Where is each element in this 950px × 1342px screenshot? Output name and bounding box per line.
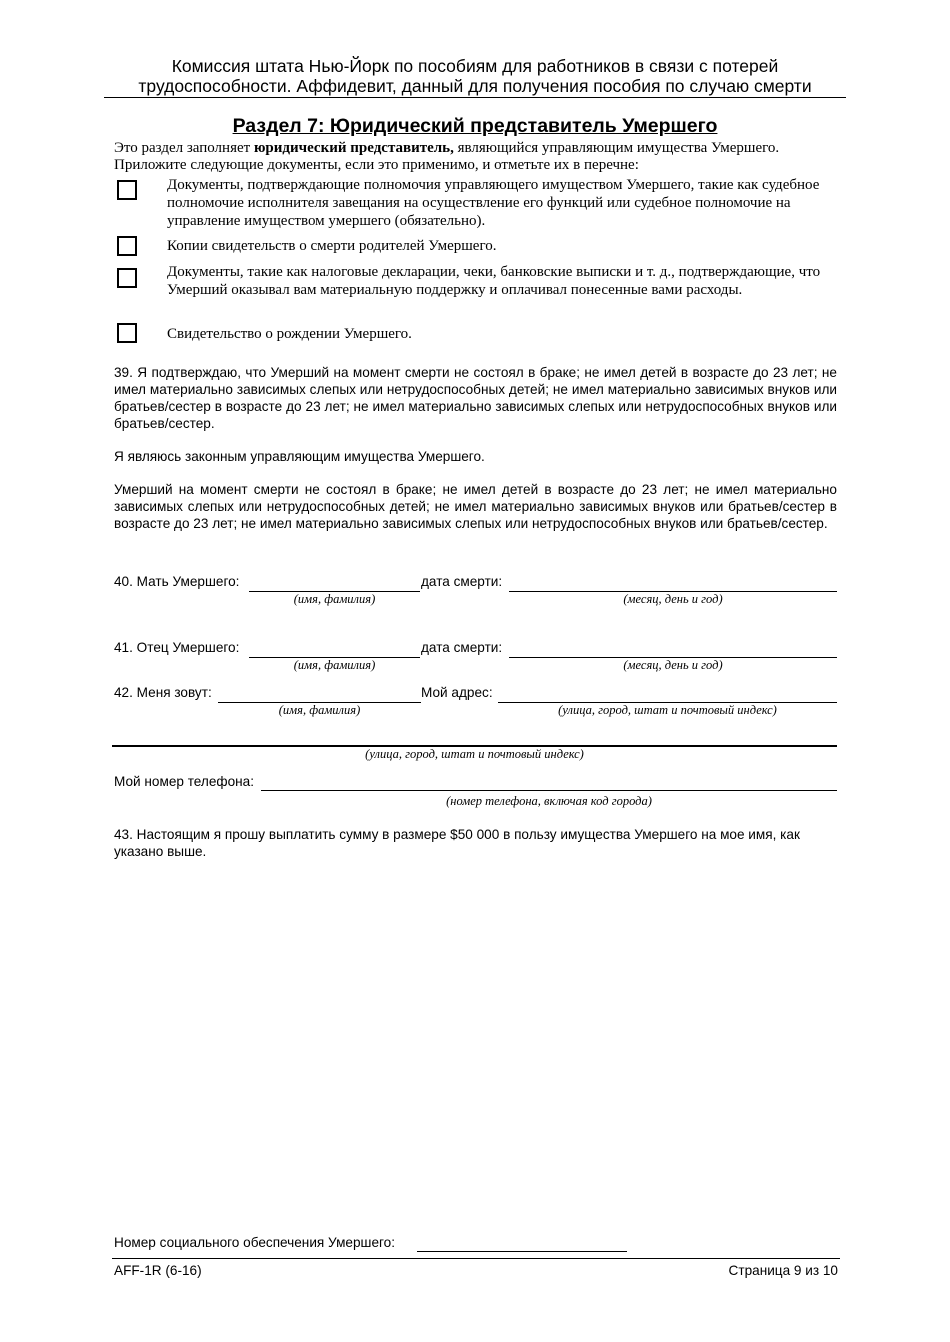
checklist-item-support-documents: Документы, такие как налоговые декларации, чеки, банковские выписки и т. д., подтверждающие, что Умерший оказывал вам материальную поддержку и оплачивал понесенные вами расходы. — [167, 264, 821, 298]
section-title: Раздел 7: Юридический представитель Умершего — [232, 115, 718, 137]
form-code: AFF-1R (6-16) — [114, 1263, 202, 1278]
document-header — [104, 56, 846, 96]
footer-divider — [112, 1258, 840, 1259]
mother-date-caption: (месяц, день и год) — [623, 592, 723, 606]
father-date-caption: (месяц, день и год) — [623, 658, 723, 672]
checkbox-parents-death-certificates[interactable] — [117, 236, 137, 256]
ssn-label: Номер социального обеспечения Умершего: — [114, 1235, 396, 1250]
phone-caption: (номер телефона, включая код города) — [446, 794, 652, 808]
intro-prefix: Это раздел заполняет — [114, 140, 254, 156]
my-address-label: Мой адрес: — [421, 685, 493, 700]
checkbox-executor-documents[interactable] — [117, 180, 137, 200]
statement-deceased: Умерший на момент смерти не состоял в браке; не имел детей в возрасте до 23 лет; не имел материально зависимых слепых или нетрудоспособных детей; не имел материально зависимых внуков или братьев/сестер в возрасте до 23 лет; не имел материально зависимых слепых или нетрудоспособных внуков или братьев/сестер. — [114, 482, 837, 531]
my-address-caption: (улица, город, штат и почтовый индекс) — [558, 703, 777, 717]
intro-line-2: Приложите следующие документы, если это применимо, и отметьте их в перечне: — [114, 157, 639, 173]
checkbox-birth-certificate[interactable] — [117, 323, 137, 343]
page-number: Страница 9 из 10 — [728, 1263, 838, 1278]
section-intro — [114, 140, 854, 174]
mother-death-date-label: дата смерти: — [421, 574, 503, 589]
phone-field[interactable] — [261, 790, 837, 791]
checklist-item-executor-documents: Документы, подтверждающие полномочия управляющего имуществом Умершего, такие как судебное полномочие исполнителя завещания на осуществление его функций или судебное полномочие на управление имуществом умершего (обязательно). — [167, 177, 820, 229]
checklist-item-parents-death-certificates: Копии свидетельств о смерти родителей Умершего. — [167, 238, 497, 254]
mother-name-caption: (имя, фамилия) — [293, 592, 376, 606]
father-name-caption: (имя, фамилия) — [293, 658, 376, 672]
header-line-2: трудоспособности. Аффидевит, данный для получения пособия по случаю смерти — [138, 76, 812, 96]
father-label: 41. Отец Умершего: — [114, 640, 240, 655]
father-death-date-label: дата смерти: — [421, 640, 503, 655]
statement-39: 39. Я подтверждаю, что Умерший на момент смерти не состоял в браке; не имел детей в возрасте до 23 лет; не имел материально зависимых слепых или нетрудоспособных детей; не имел материально зависимых внуков или братьев/сестер в возрасте до 23 лет; не имел материально зависимых слепых или нетрудоспособных внуков или братьев/сестер. — [114, 365, 837, 431]
checklist-item-birth-certificate: Свидетельство о рождении Умершего. — [167, 326, 412, 342]
mother-label: 40. Мать Умершего: — [114, 574, 240, 589]
ssn-field[interactable] — [417, 1251, 627, 1252]
my-address-2-caption: (улица, город, штат и почтовый индекс) — [365, 747, 584, 761]
intro-bold: юридический представитель, — [253, 140, 454, 156]
intro-suffix: являющийся управляющим имущества Умершего. — [453, 140, 780, 156]
header-line-1: Комиссия штата Нью-Йорк по пособиям для работников в связи с потерей — [171, 56, 779, 76]
statement-executor: Я являюсь законным управляющим имущества Умершего. — [114, 449, 485, 464]
header-divider — [104, 97, 846, 98]
my-name-label: 42. Меня зовут: — [114, 685, 212, 700]
statement-43: 43. Настоящим я прошу выплатить сумму в размере $50 000 в пользу имущества Умершего на мое имя, как указано выше. — [114, 827, 800, 859]
phone-label: Мой номер телефона: — [114, 774, 254, 789]
checkbox-support-documents[interactable] — [117, 268, 137, 288]
my-name-caption: (имя, фамилия) — [278, 703, 361, 717]
